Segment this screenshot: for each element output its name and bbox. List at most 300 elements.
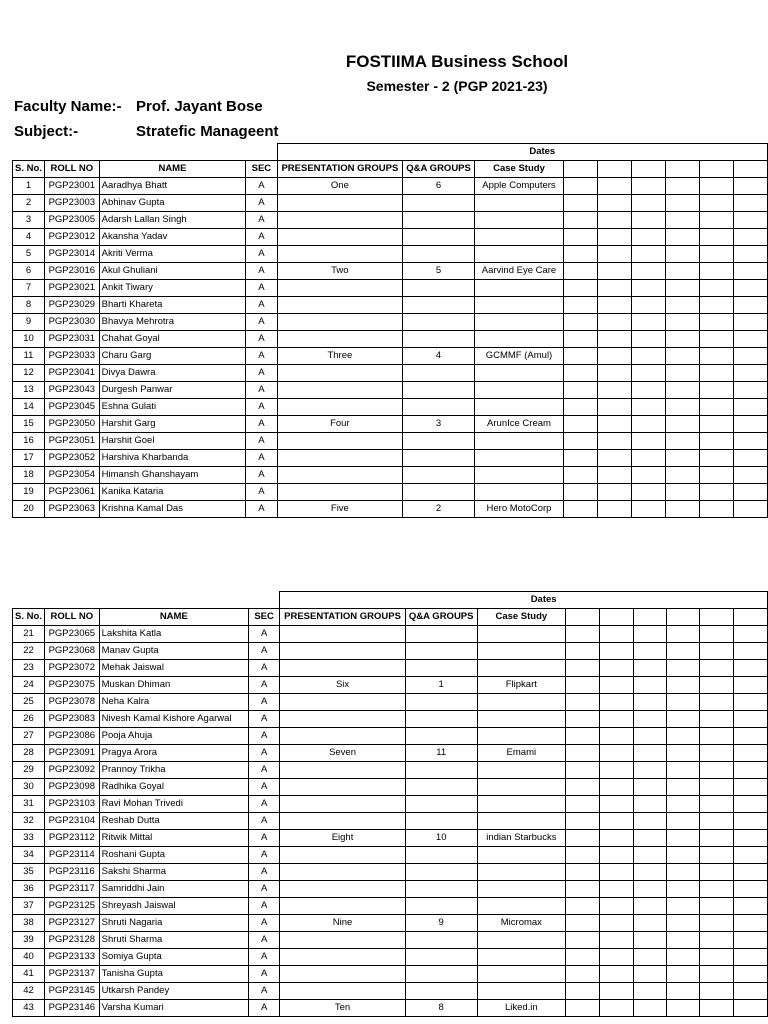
- date-cell: [700, 660, 734, 677]
- date-cell: [733, 195, 767, 212]
- cell-qa: 5: [403, 263, 475, 280]
- date-cell: [667, 1000, 700, 1017]
- date-cell: [667, 677, 700, 694]
- table-row: [13, 847, 768, 864]
- cell-qa: [405, 728, 477, 745]
- date-cell: [566, 830, 600, 847]
- cell-group: Eight: [280, 830, 406, 847]
- date-cell: [667, 711, 700, 728]
- date-cell: [598, 399, 632, 416]
- date-cell: [666, 348, 699, 365]
- cell-sec: A: [249, 677, 280, 694]
- date-cell: [666, 297, 699, 314]
- date-cell: [566, 643, 600, 660]
- table-row: [13, 382, 768, 399]
- date-cell: [666, 365, 699, 382]
- cell-qa: 10: [405, 830, 477, 847]
- cell-roll: PGP23103: [44, 796, 99, 813]
- cell-group: [277, 212, 403, 229]
- date-cell: [566, 762, 600, 779]
- cell-roll: PGP23075: [44, 677, 99, 694]
- cell-sec: A: [246, 382, 277, 399]
- date-cell: [699, 416, 733, 433]
- table-row: [13, 881, 768, 898]
- date-cell: [632, 246, 666, 263]
- date-cell: [632, 229, 666, 246]
- school-name: FOSTIIMA Business School: [345, 52, 569, 71]
- cell-case: ArunIce Cream: [474, 416, 563, 433]
- date-cell: [598, 382, 632, 399]
- date-cell: [666, 280, 699, 297]
- cell-case: [474, 280, 563, 297]
- cell-name: Durgesh Panwar: [99, 382, 246, 399]
- cell-name: Ritwik Mittal: [99, 830, 248, 847]
- date-cell: [699, 365, 733, 382]
- cell-sec: A: [249, 796, 280, 813]
- column-header-sno: S. No.: [13, 161, 45, 178]
- date-cell: [598, 195, 632, 212]
- cell-sno: 33: [13, 830, 45, 847]
- date-cell: [699, 195, 733, 212]
- date-cell: [566, 813, 600, 830]
- column-header-row: [13, 161, 768, 178]
- date-cell: [564, 467, 598, 484]
- date-cell: [564, 348, 598, 365]
- cell-sec: A: [246, 263, 277, 280]
- date-cell: [599, 677, 633, 694]
- cell-group: [280, 864, 406, 881]
- table-row: [13, 626, 768, 643]
- cell-name: Akansha Yadav: [99, 229, 246, 246]
- date-cell: [632, 178, 666, 195]
- cell-roll: PGP23021: [44, 280, 99, 297]
- cell-qa: [405, 643, 477, 660]
- cell-sno: 37: [13, 898, 45, 915]
- date-cell: [598, 314, 632, 331]
- date-cell: [564, 229, 598, 246]
- cell-sec: A: [249, 694, 280, 711]
- cell-roll: PGP23014: [44, 246, 99, 263]
- date-cell: [700, 711, 734, 728]
- date-cell: [633, 677, 667, 694]
- cell-group: [280, 779, 406, 796]
- cell-name: Tanisha Gupta: [99, 966, 248, 983]
- date-cell: [599, 864, 633, 881]
- cell-qa: [405, 966, 477, 983]
- cell-qa: [405, 983, 477, 1000]
- cell-case: [474, 450, 563, 467]
- cell-qa: [405, 898, 477, 915]
- date-cell: [700, 643, 734, 660]
- cell-name: Neha Kalra: [99, 694, 248, 711]
- cell-sno: 19: [13, 484, 45, 501]
- cell-sec: A: [249, 949, 280, 966]
- table-row: [13, 745, 768, 762]
- roster-table-1: [12, 143, 768, 518]
- date-cell: [699, 501, 733, 518]
- date-cell: [564, 297, 598, 314]
- date-column-header: [667, 609, 700, 626]
- date-cell: [700, 813, 734, 830]
- date-cell: [564, 484, 598, 501]
- cell-name: Abhinav Gupta: [99, 195, 246, 212]
- cell-qa: [403, 382, 475, 399]
- cell-sec: A: [246, 331, 277, 348]
- date-cell: [699, 331, 733, 348]
- cell-case: [477, 711, 566, 728]
- date-cell: [699, 212, 733, 229]
- date-cell: [598, 280, 632, 297]
- date-cell: [700, 932, 734, 949]
- table-row: [13, 246, 768, 263]
- cell-sno: 24: [13, 677, 45, 694]
- cell-roll: PGP23114: [44, 847, 99, 864]
- table-row: [13, 983, 768, 1000]
- table-row: [13, 280, 768, 297]
- cell-case: [477, 762, 566, 779]
- date-cell: [633, 1000, 667, 1017]
- date-cell: [700, 745, 734, 762]
- cell-roll: PGP23051: [44, 433, 99, 450]
- date-cell: [599, 915, 633, 932]
- date-cell: [599, 1000, 633, 1017]
- cell-sno: 36: [13, 881, 45, 898]
- date-cell: [598, 450, 632, 467]
- subject-value: Stratefic Manageent: [136, 123, 279, 140]
- date-cell: [564, 178, 598, 195]
- date-cell: [699, 229, 733, 246]
- date-cell: [734, 677, 768, 694]
- date-cell: [667, 949, 700, 966]
- date-cell: [632, 382, 666, 399]
- date-cell: [700, 915, 734, 932]
- date-cell: [632, 280, 666, 297]
- cell-sno: 28: [13, 745, 45, 762]
- date-cell: [700, 694, 734, 711]
- table-row: [13, 195, 768, 212]
- date-cell: [700, 949, 734, 966]
- cell-sec: A: [249, 898, 280, 915]
- cell-roll: PGP23083: [44, 711, 99, 728]
- table-row: [13, 433, 768, 450]
- cell-sec: A: [246, 501, 277, 518]
- date-cell: [667, 779, 700, 796]
- date-cell: [666, 212, 699, 229]
- date-cell: [734, 711, 768, 728]
- date-cell: [632, 501, 666, 518]
- table-row: [13, 416, 768, 433]
- dates-label: [277, 144, 767, 161]
- cell-name: Samriddhi Jain: [99, 881, 248, 898]
- cell-name: Bharti Khareta: [99, 297, 246, 314]
- date-cell: [666, 263, 699, 280]
- date-cell: [734, 932, 768, 949]
- cell-roll: PGP23117: [44, 881, 99, 898]
- table-row: [13, 864, 768, 881]
- cell-sec: A: [249, 643, 280, 660]
- cell-qa: 1: [405, 677, 477, 694]
- cell-sno: 23: [13, 660, 45, 677]
- cell-sno: 2: [13, 195, 45, 212]
- table-row: [13, 467, 768, 484]
- cell-group: [277, 484, 403, 501]
- cell-case: [477, 932, 566, 949]
- date-cell: [734, 660, 768, 677]
- cell-roll: PGP23098: [44, 779, 99, 796]
- cell-group: [277, 297, 403, 314]
- cell-roll: PGP23005: [44, 212, 99, 229]
- date-cell: [599, 881, 633, 898]
- date-cell: [566, 881, 600, 898]
- date-cell: [566, 796, 600, 813]
- date-cell: [666, 382, 699, 399]
- cell-case: [474, 399, 563, 416]
- cell-roll: PGP23072: [44, 660, 99, 677]
- date-cell: [666, 331, 699, 348]
- cell-sec: A: [249, 932, 280, 949]
- table-row: [13, 660, 768, 677]
- date-cell: [666, 195, 699, 212]
- cell-qa: [403, 280, 475, 297]
- cell-sno: 10: [13, 331, 45, 348]
- date-cell: [699, 467, 733, 484]
- date-cell: [699, 450, 733, 467]
- dates-header-row: [13, 592, 768, 609]
- date-cell: [733, 280, 767, 297]
- cell-sno: 17: [13, 450, 45, 467]
- cell-group: Nine: [280, 915, 406, 932]
- cell-sec: A: [246, 246, 277, 263]
- cell-qa: [405, 779, 477, 796]
- date-cell: [667, 915, 700, 932]
- date-cell: [734, 694, 768, 711]
- date-cell: [633, 728, 667, 745]
- cell-sec: A: [249, 711, 280, 728]
- date-cell: [632, 467, 666, 484]
- cell-sno: 12: [13, 365, 45, 382]
- cell-case: [474, 314, 563, 331]
- cell-roll: PGP23030: [44, 314, 99, 331]
- cell-group: [280, 813, 406, 830]
- cell-case: [474, 297, 563, 314]
- cell-name: Shreyash Jaiswal: [99, 898, 248, 915]
- date-cell: [667, 932, 700, 949]
- cell-sno: 9: [13, 314, 45, 331]
- blank-cell: [13, 592, 280, 609]
- date-cell: [633, 813, 667, 830]
- date-cell: [700, 966, 734, 983]
- date-cell: [633, 898, 667, 915]
- column-header-name: NAME: [99, 161, 246, 178]
- date-cell: [633, 796, 667, 813]
- cell-qa: 2: [403, 501, 475, 518]
- cell-sec: A: [249, 830, 280, 847]
- date-cell: [700, 983, 734, 1000]
- faculty-label: Faculty Name:-: [14, 98, 122, 115]
- date-cell: [667, 898, 700, 915]
- date-cell: [598, 178, 632, 195]
- cell-name: Lakshita Katla: [99, 626, 248, 643]
- date-cell: [700, 830, 734, 847]
- date-cell: [564, 246, 598, 263]
- date-cell: [700, 898, 734, 915]
- cell-sec: A: [246, 212, 277, 229]
- cell-group: [280, 762, 406, 779]
- date-cell: [667, 864, 700, 881]
- cell-sec: A: [246, 195, 277, 212]
- cell-roll: PGP23146: [44, 1000, 99, 1017]
- date-cell: [566, 847, 600, 864]
- cell-sec: A: [249, 983, 280, 1000]
- cell-case: Aarvind Eye Care: [474, 263, 563, 280]
- cell-qa: [403, 467, 475, 484]
- cell-roll: PGP23125: [44, 898, 99, 915]
- cell-sec: A: [249, 626, 280, 643]
- date-cell: [666, 501, 699, 518]
- column-header-sec: SEC: [249, 609, 280, 626]
- date-cell: [700, 779, 734, 796]
- cell-name: Akul Ghuliani: [99, 263, 246, 280]
- cell-group: [280, 643, 406, 660]
- cell-roll: PGP23091: [44, 745, 99, 762]
- column-header-qa: Q&A GROUPS: [403, 161, 475, 178]
- date-cell: [599, 966, 633, 983]
- cell-qa: [403, 484, 475, 501]
- cell-sno: 14: [13, 399, 45, 416]
- cell-case: [477, 966, 566, 983]
- date-cell: [599, 762, 633, 779]
- cell-sec: A: [249, 813, 280, 830]
- cell-qa: [403, 331, 475, 348]
- cell-qa: [403, 314, 475, 331]
- date-cell: [699, 314, 733, 331]
- cell-qa: 8: [405, 1000, 477, 1017]
- date-cell: [666, 229, 699, 246]
- cell-name: Utkarsh Pandey: [99, 983, 248, 1000]
- cell-qa: 6: [403, 178, 475, 195]
- cell-roll: PGP23092: [44, 762, 99, 779]
- date-cell: [564, 263, 598, 280]
- cell-case: [477, 881, 566, 898]
- table-row: [13, 212, 768, 229]
- table-row: [13, 796, 768, 813]
- date-column-header: [598, 161, 632, 178]
- cell-group: [277, 399, 403, 416]
- cell-case: indian Starbucks: [477, 830, 566, 847]
- cell-name: Chahat Goyal: [99, 331, 246, 348]
- cell-name: Harshiva Kharbanda: [99, 450, 246, 467]
- cell-qa: [405, 813, 477, 830]
- cell-name: Kanika Kataria: [99, 484, 246, 501]
- cell-roll: PGP23145: [44, 983, 99, 1000]
- table-row: [13, 728, 768, 745]
- cell-roll: PGP23127: [44, 915, 99, 932]
- date-cell: [566, 932, 600, 949]
- cell-roll: PGP23065: [44, 626, 99, 643]
- cell-roll: PGP23137: [44, 966, 99, 983]
- cell-sec: A: [249, 915, 280, 932]
- cell-qa: [405, 660, 477, 677]
- column-header-case: Case Study: [474, 161, 563, 178]
- date-cell: [632, 399, 666, 416]
- table-row: [13, 711, 768, 728]
- date-cell: [564, 331, 598, 348]
- date-cell: [599, 796, 633, 813]
- cell-group: Five: [277, 501, 403, 518]
- date-cell: [733, 501, 767, 518]
- cell-roll: PGP23068: [44, 643, 99, 660]
- cell-name: Muskan Dhiman: [99, 677, 248, 694]
- date-cell: [700, 626, 734, 643]
- date-cell: [667, 694, 700, 711]
- cell-sno: 20: [13, 501, 45, 518]
- date-cell: [599, 728, 633, 745]
- date-cell: [566, 864, 600, 881]
- date-cell: [633, 847, 667, 864]
- table-row: [13, 915, 768, 932]
- cell-sno: 43: [13, 1000, 45, 1017]
- table-row: [13, 178, 768, 195]
- cell-case: [474, 229, 563, 246]
- date-cell: [734, 949, 768, 966]
- cell-sec: A: [249, 966, 280, 983]
- date-cell: [699, 399, 733, 416]
- cell-name: Mehak Jaiswal: [99, 660, 248, 677]
- date-cell: [733, 365, 767, 382]
- date-cell: [666, 433, 699, 450]
- date-cell: [599, 847, 633, 864]
- cell-group: [277, 229, 403, 246]
- date-cell: [667, 796, 700, 813]
- date-cell: [632, 348, 666, 365]
- cell-group: [280, 898, 406, 915]
- cell-group: [277, 280, 403, 297]
- cell-name: Divya Dawra: [99, 365, 246, 382]
- table-row: [13, 966, 768, 983]
- date-cell: [566, 966, 600, 983]
- date-cell: [633, 983, 667, 1000]
- table-row: [13, 263, 768, 280]
- cell-sno: 5: [13, 246, 45, 263]
- date-cell: [667, 881, 700, 898]
- dates-header-row: [13, 144, 768, 161]
- column-header-case: Case Study: [477, 609, 566, 626]
- cell-group: [280, 626, 406, 643]
- date-cell: [700, 677, 734, 694]
- cell-case: Liked.in: [477, 1000, 566, 1017]
- date-cell: [734, 643, 768, 660]
- date-cell: [666, 467, 699, 484]
- cell-case: [474, 331, 563, 348]
- cell-group: [277, 433, 403, 450]
- cell-roll: PGP23052: [44, 450, 99, 467]
- cell-group: [277, 246, 403, 263]
- cell-name: Roshani Gupta: [99, 847, 248, 864]
- date-cell: [700, 881, 734, 898]
- date-cell: [632, 450, 666, 467]
- cell-name: Manav Gupta: [99, 643, 248, 660]
- cell-group: [280, 660, 406, 677]
- cell-sno: 13: [13, 382, 45, 399]
- cell-group: [280, 949, 406, 966]
- cell-group: [277, 331, 403, 348]
- date-column-header: [734, 609, 768, 626]
- cell-group: [280, 728, 406, 745]
- cell-group: [277, 314, 403, 331]
- date-column-header: [564, 161, 598, 178]
- cell-name: Reshab Dutta: [99, 813, 248, 830]
- cell-name: Akriti Verma: [99, 246, 246, 263]
